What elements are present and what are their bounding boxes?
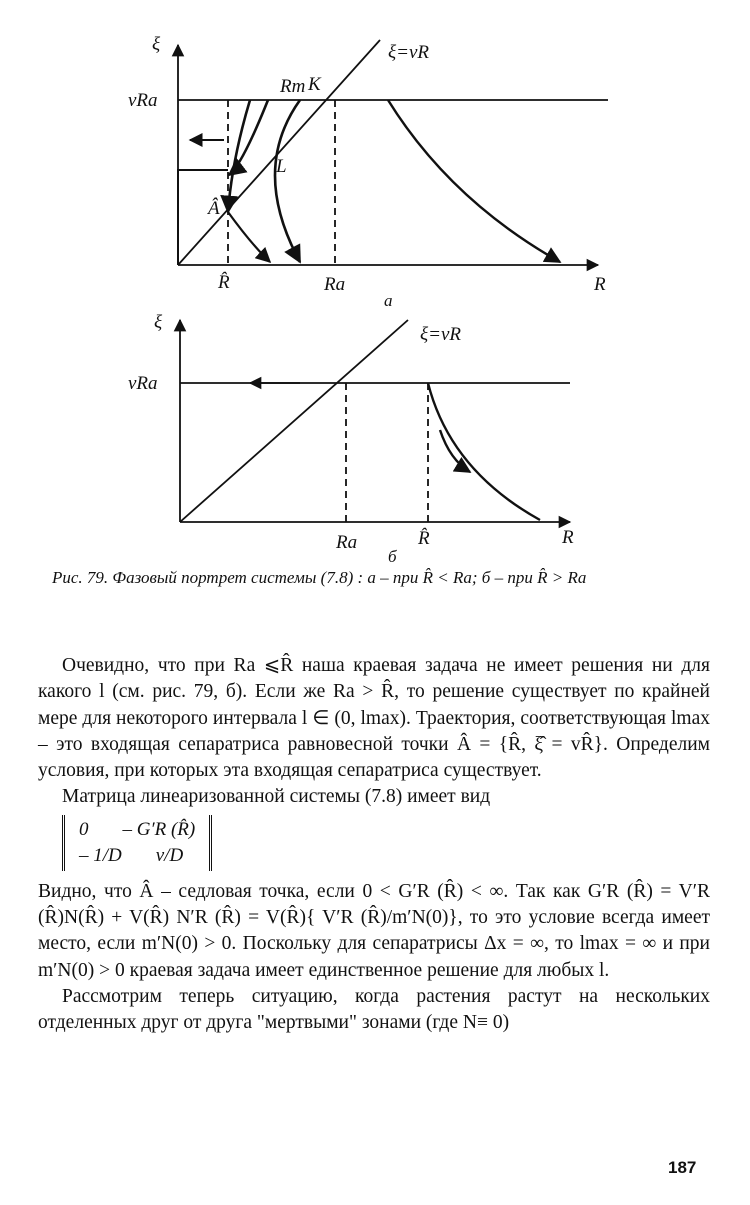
panel-a-labels [128, 34, 606, 310]
ra-tick-a: Ra [324, 274, 346, 295]
y-label-b: ξ [154, 312, 163, 333]
panel-a [178, 40, 608, 265]
phase-portrait-svg [0, 0, 750, 600]
l-label: L [276, 156, 287, 177]
matrix-cell-11: 0 [79, 818, 89, 840]
matrix-cell-22: v/D [155, 844, 184, 866]
page-number: 187 [668, 1158, 697, 1177]
panel-label-b: б [388, 547, 397, 566]
paragraph-2: Матрица линеаризованной системы (7.8) имеет вид [62, 786, 491, 808]
y-label-a: ξ [152, 34, 161, 55]
k-label: K [308, 74, 321, 95]
level-label-b: vRa [128, 373, 158, 394]
rm-label: Rm [280, 76, 306, 97]
traj-b-arrow [440, 430, 470, 472]
panel-b [180, 320, 570, 522]
diagonal-b [180, 320, 408, 522]
x-label-a: R [594, 274, 606, 295]
diagonal-a [178, 40, 380, 265]
paragraph-3: Видно, что Â – седловая точка, если 0 < G′R (R̂) < ∞. Так как G′R (R̂) = V′R (R̂)N(R̂) + V(R̂) N′R (R̂) = V(R̂){ V′R (R̂)/m′N(0)}, то это условие всегда имеет место, если m′N(0) > 0. Поскольку для сепаратрисы Δx = ∞, то lmax = ∞ и при m′N(0) > 0 краевая задача имеет единственное решение для любых l. [38, 880, 710, 981]
ra-tick-b: Ra [336, 532, 358, 553]
paragraph-4: Рассмотрим теперь ситуацию, когда растения растут на нескольких отделенных друг от друга "мертвыми" зонами (где N≡ 0) [38, 985, 710, 1034]
ahat-label: Â [208, 198, 220, 219]
paragraph-1: Очевидно, что при Ra ⩽R̂ наша краевая задача не имеет решения ни для какого l (см. рис. 79, б). Если же Ra > R̂, то решение существует по крайней мере для некоторого интервала l ∈ (0, lmax). Траектория, соответствующая lmax – это входящая сепаратриса равновесной точки Â = {R̂, ξ̂ = vR̂}. Определим условия, при которых эта входящая сепаратриса существует. [38, 655, 710, 782]
line-label-a: ξ=vR [388, 42, 429, 63]
matrix-cell-21: – 1/D [79, 844, 122, 866]
traj-4-a [275, 100, 300, 262]
matrix-row-1 [79, 817, 195, 843]
panel-label-a: а [384, 291, 393, 310]
body-text [38, 653, 710, 1037]
rhat-tick-b: R̂ [418, 528, 430, 549]
x-label-b: R [562, 527, 574, 548]
traj-3-a [228, 212, 270, 262]
figure-caption: Рис. 79. Фазовый портрет системы (7.8) : а – при R̂ < Ra; б – при R̂ > Ra [52, 568, 587, 587]
level-label-a: vRa [128, 90, 158, 111]
traj-1-a [228, 100, 250, 212]
matrix-cell-12: – G′R (R̂) [122, 818, 196, 840]
traj-b [428, 383, 540, 520]
figure-79 [0, 0, 750, 600]
line-label-b: ξ=vR [420, 324, 461, 345]
matrix [62, 815, 212, 871]
traj-5-a [388, 100, 560, 262]
rhat-tick-a: R̂ [218, 272, 230, 293]
panel-b-labels [128, 312, 574, 566]
matrix-row-2 [79, 843, 195, 869]
